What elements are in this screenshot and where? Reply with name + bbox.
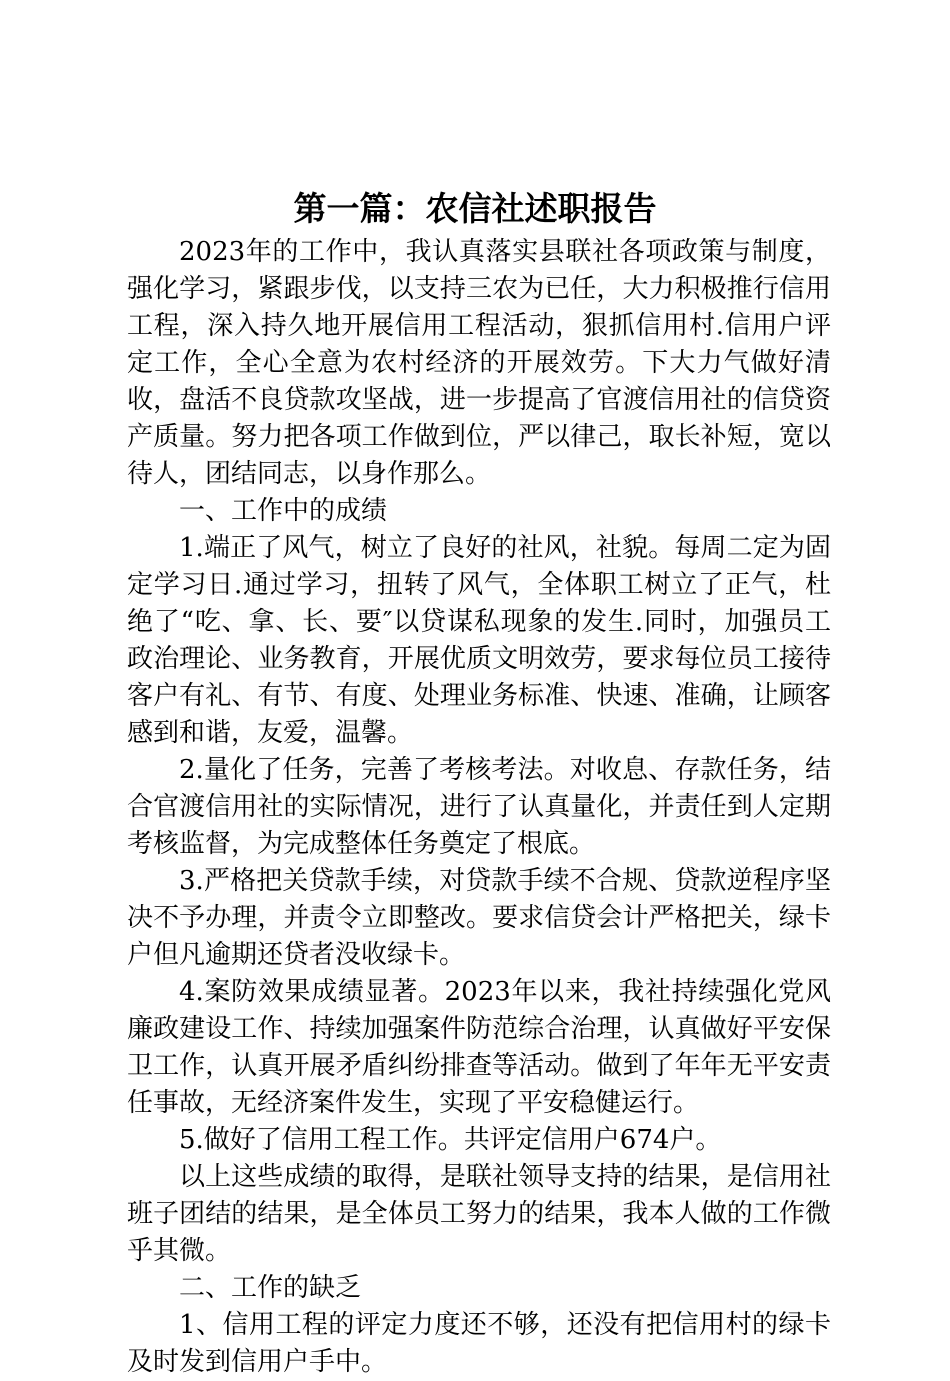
paragraph-item-1: 1.端正了风气，树立了良好的社风，社貌。每周二定为固定学习日.通过学习，扭转了风气，全体职工树立了正气，杜绝了“吃、拿、长、要″以贷谋私现象的发生.同时，加强员工政治理论、业务教育，开展优质文明效劳，要求每位员工接待客户有礼、有节、有度、处理业务标准、快速、准确，让顾客感到和谐，友爱，温馨。 [127, 533, 831, 748]
section-heading-achievements: 一、工作中的成绩 [179, 496, 388, 526]
paragraph-shortcoming-1: 1、信用工程的评定力度还不够，还没有把信用村的绿卡及时发到信用户手中。 [127, 1310, 831, 1377]
document-title: 第一篇：农信社述职报告 [293, 189, 657, 228]
paragraph-summary: 以上这些成绩的取得，是联社领导支持的结果，是信用社班子团结的结果，是全体员工努力的结果，我本人做的工作微乎其微。 [127, 1162, 831, 1266]
paragraph-item-4: 4.案防效果成绩显著。2023年以来，我社持续强化党风廉政建设工作、持续加强案件防范综合治理，认真做好平安保卫工作，认真开展矛盾纠纷排查等活动。做到了年年无平安责任事故，无经济案件发生，实现了平安稳健运行。 [127, 977, 831, 1118]
paragraph-item-5: 5.做好了信用工程工作。共评定信用户674户。 [179, 1125, 722, 1155]
paragraph-item-3: 3.严格把关贷款手续，对贷款手续不合规、贷款逆程序坚决不予办理，并责令立即整改。要求信贷会计严格把关，绿卡户但凡逾期还贷者没收绿卡。 [127, 866, 831, 970]
document-body [127, 234, 831, 1381]
paragraph-intro: 2023年的工作中，我认真落实县联社各项政策与制度，强化学习，紧跟步伐，以支持三农为已任，大力积极推行信用工程，深入持久地开展信用工程活动，狠抓信用村.信用户评定工作，全心全意为农村经济的开展效劳。下大力气做好清收，盘活不良贷款攻坚战，进一步提高了官渡信用社的信贷资产质量。努力把各项工作做到位，严以律己，取长补短，宽以待人，团结同志，以身作那么。 [127, 237, 831, 489]
paragraph-item-2: 2.量化了任务，完善了考核考法。对收息、存款任务，结合官渡信用社的实际情况，进行了认真量化，并责任到人定期考核监督，为完成整体任务奠定了根底。 [127, 755, 831, 859]
section-heading-shortcomings: 二、工作的缺乏 [179, 1273, 362, 1303]
